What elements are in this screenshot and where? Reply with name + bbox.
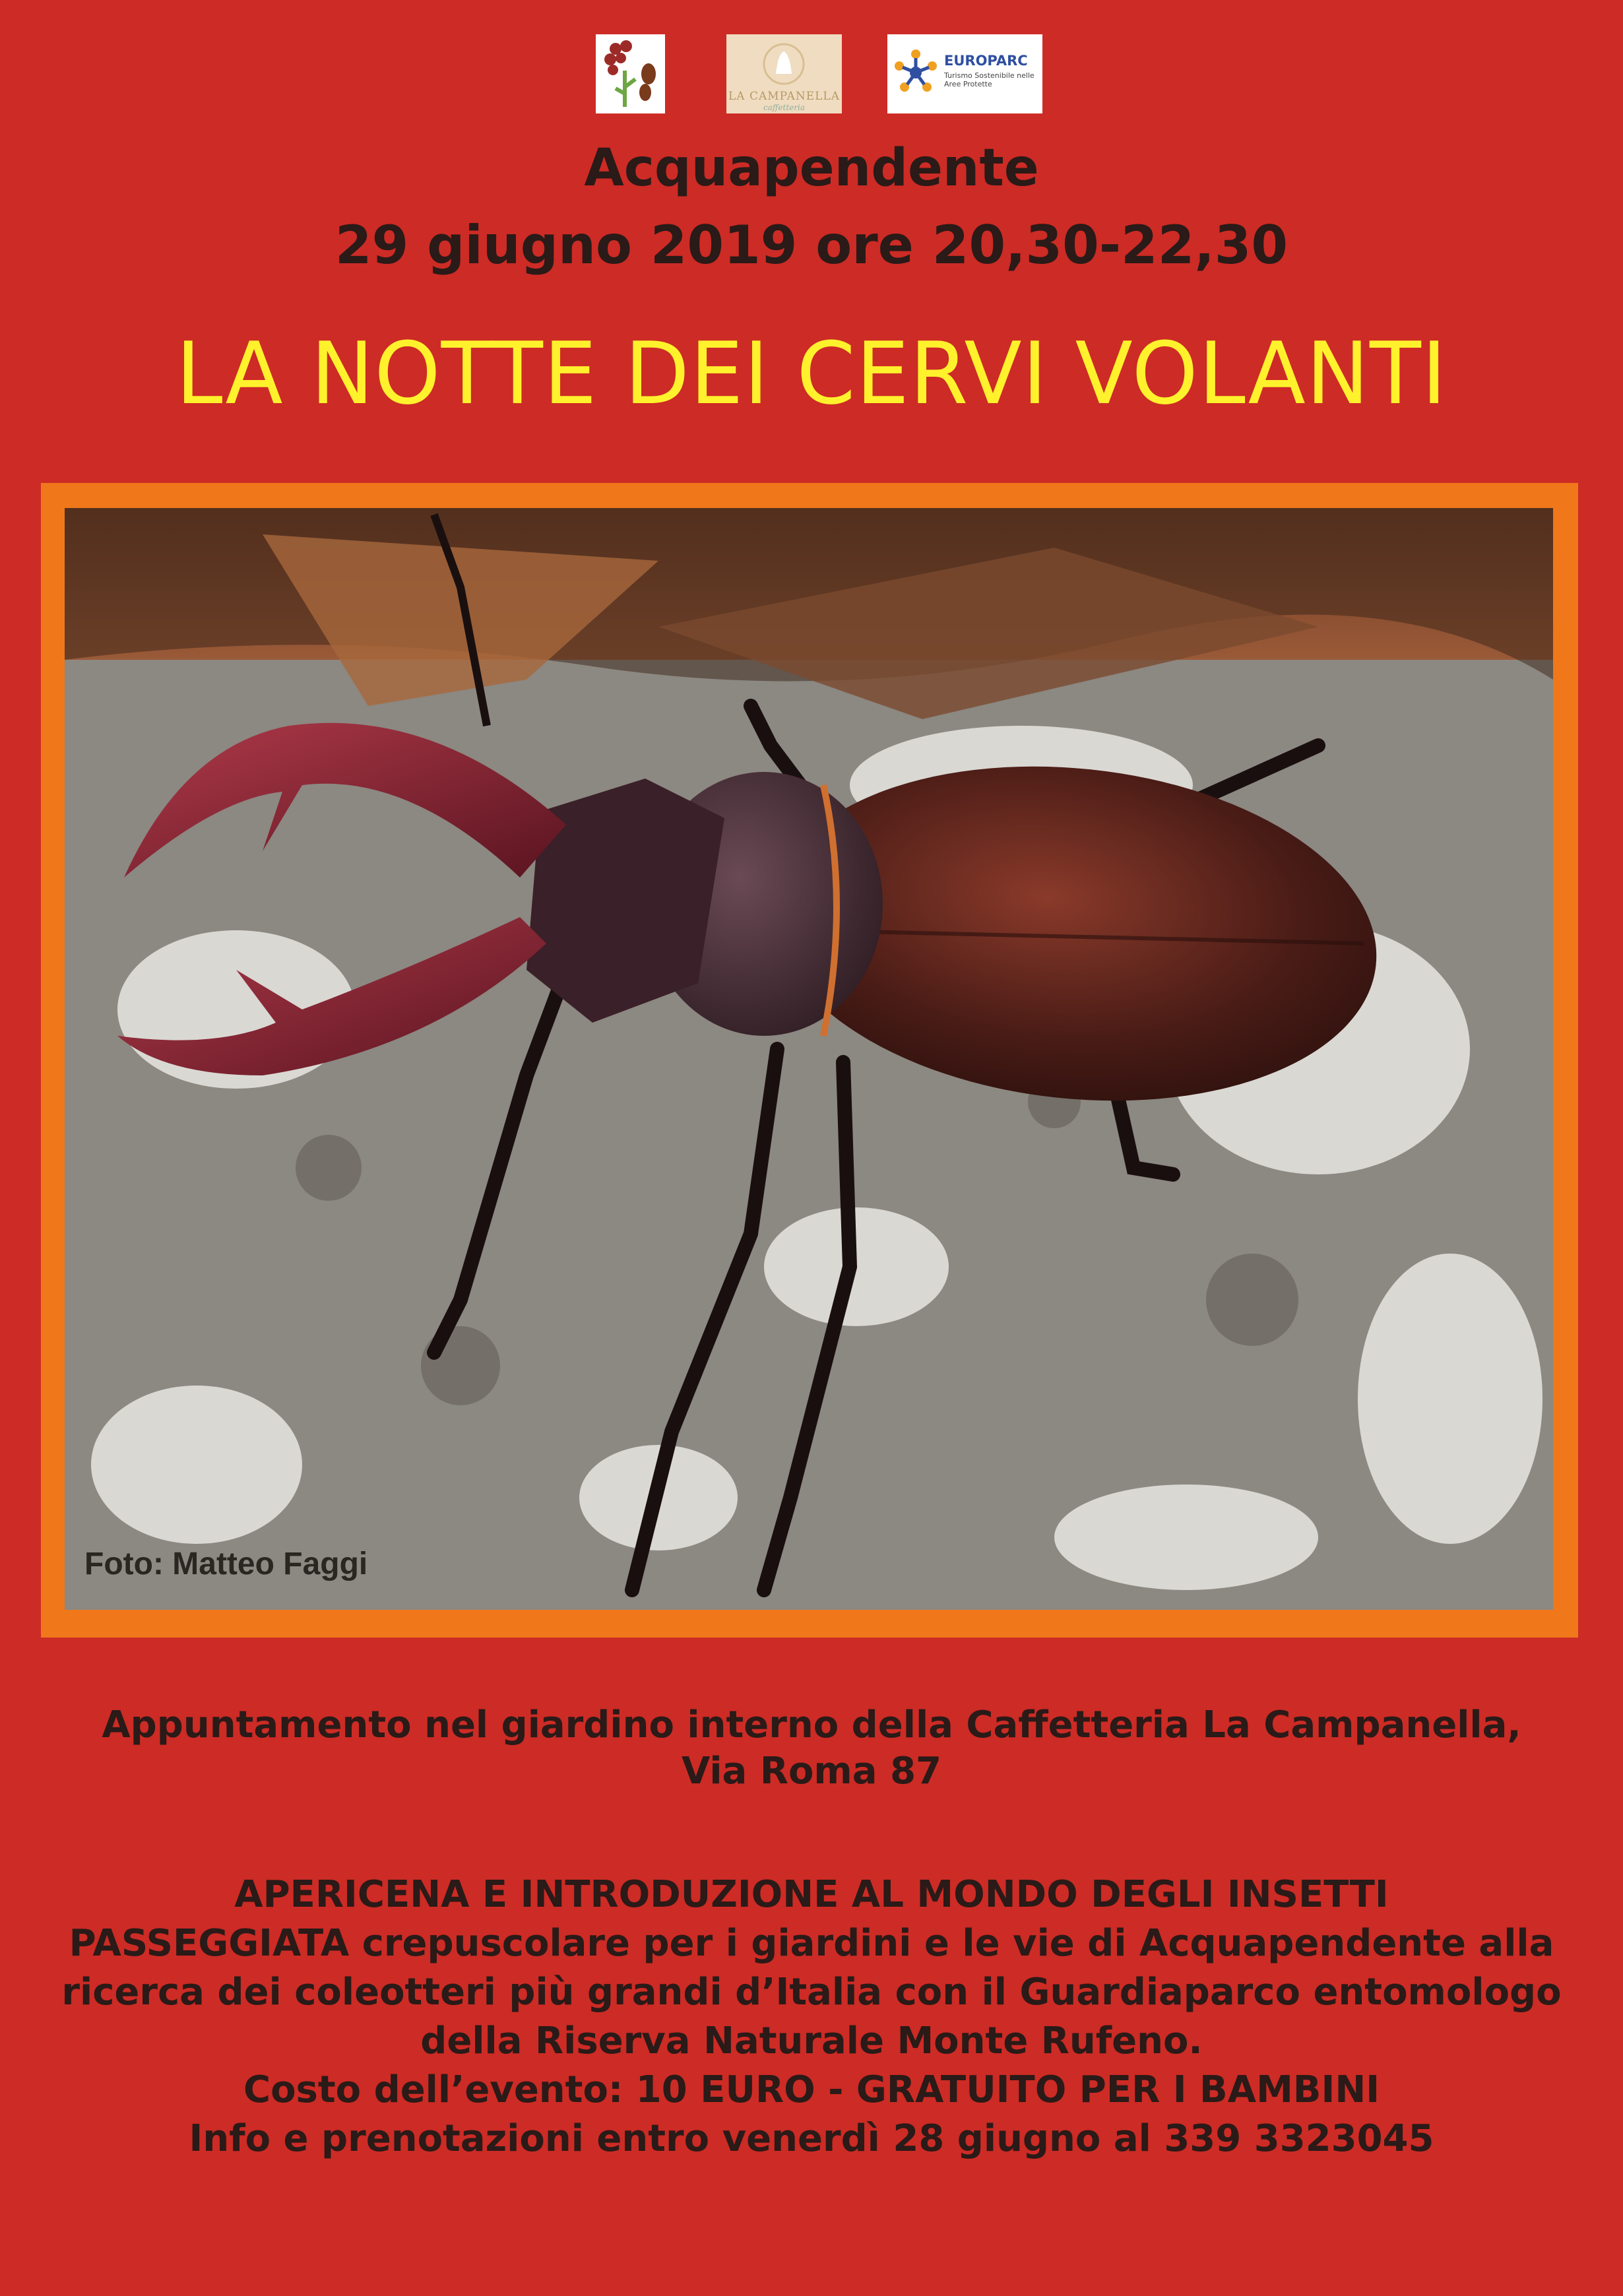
program-info [0, 1870, 1623, 2163]
meeting-info [0, 1702, 1623, 1795]
europarc-logo [887, 34, 1042, 113]
stag-beetle-illustration [65, 508, 1553, 1610]
program-line-3: ricerca dei coleotteri più grandi d’Italia con il Guardiaparco entomologo [61, 1971, 1562, 2014]
program-line-1: APERICENA E INTRODUZIONE AL MONDO DEGLI INSETTI [234, 1873, 1389, 1916]
stag-beetle-photo [65, 508, 1553, 1610]
cost-line: Costo dell’evento: 10 EURO - GRATUITO PER I BAMBINI [243, 2068, 1380, 2111]
event-date: 29 giugno 2019 ore 20,30-22,30 [334, 214, 1289, 276]
campanella-logo-text: LA CAMPANELLA [728, 90, 840, 103]
europarc-logo-subtext: Turismo Sostenibile nelle Aree Protette [944, 71, 1034, 88]
meeting-line-1: Appuntamento nel giardino interno della Caffetteria La Campanella, [102, 1704, 1521, 1746]
bell-icon [726, 34, 842, 94]
event-title: LA NOTTE DEI CERVI VOLANTI [175, 323, 1448, 424]
program-line-4: della Riserva Naturale Monte Rufeno. [420, 2020, 1203, 2062]
program-line-2: PASSEGGIATA crepuscolare per i giardini e le vie di Acquapendente alla [69, 1922, 1554, 1965]
europarc-star-icon [887, 34, 944, 113]
europarc-logo-text: EUROPARC [944, 53, 1028, 69]
flower-bean-logo [596, 34, 665, 113]
campanella-logo-subtext: caffetteria [763, 103, 805, 112]
la-campanella-logo [726, 34, 842, 113]
meeting-line-2: Via Roma 87 [682, 1750, 941, 1793]
photo-credit: Foto: Matteo Faggi [84, 1547, 368, 1581]
flower-icon [596, 34, 665, 113]
photo-frame [41, 483, 1578, 1638]
contact-line: Info e prenotazioni entro venerdì 28 giugno al 339 3323045 [189, 2117, 1434, 2160]
event-place: Acquapendente [584, 139, 1039, 198]
